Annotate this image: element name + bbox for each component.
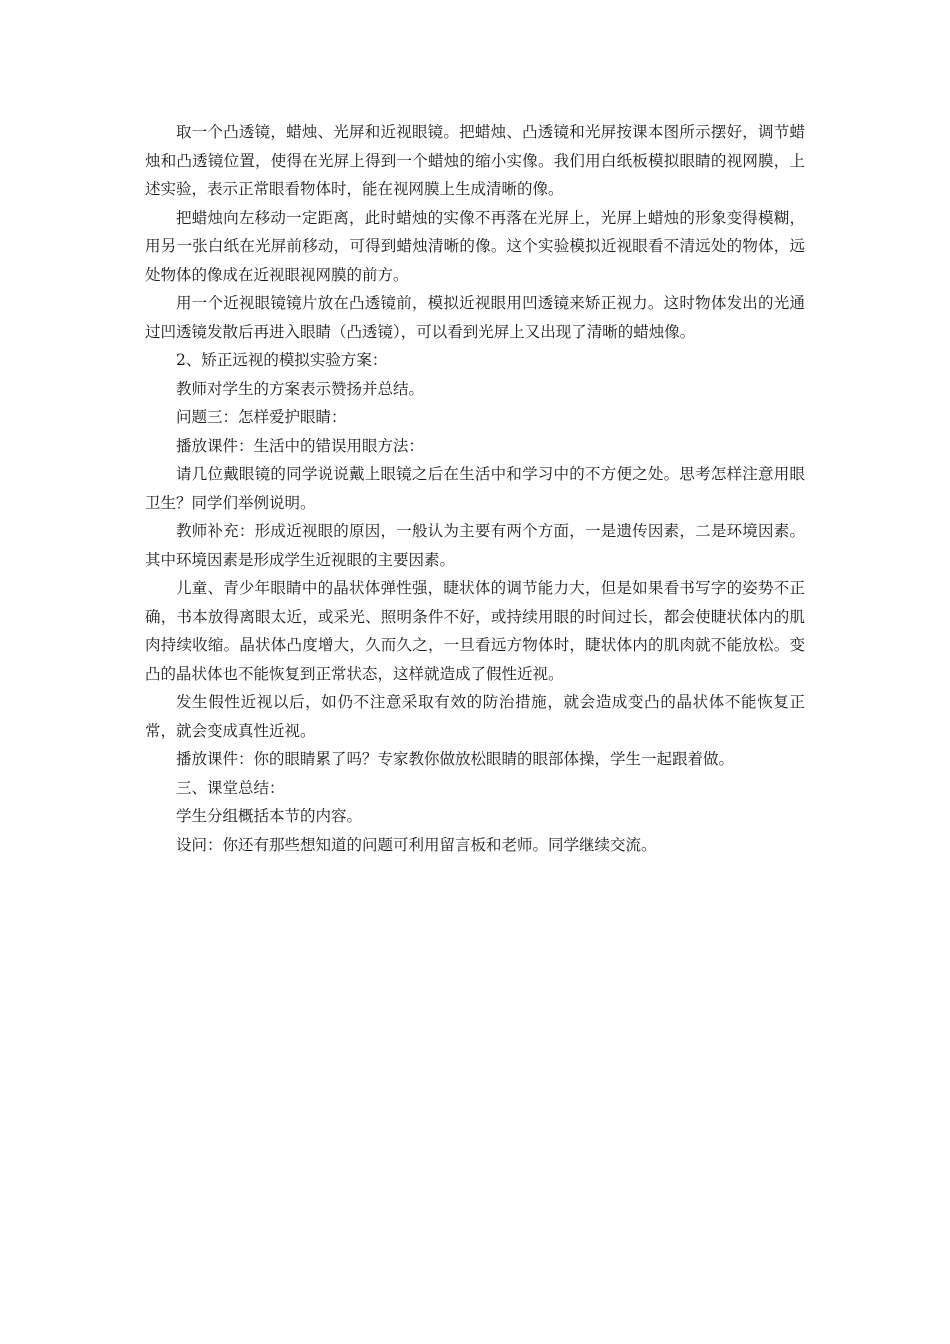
document-body (145, 118, 805, 859)
paragraph-true-myopia: 发生假性近视以后，如仍不注意采取有效的防治措施，就会造成变凸的晶状体不能恢复正常，就会变成真性近视。 (145, 693, 805, 740)
paragraph-experiment-setup: 取一个凸透镜，蜡烛、光屏和近视眼镜。把蜡烛、凸透镜和光屏按课本图所示摆好，调节蜡烛和凸透镜位置，使得在光屏上得到一个蜡烛的缩小实像。我们用白纸板模拟眼睛的视网膜，上述实验，表示正常眼看物体时，能在视网膜上生成清晰的像。 (145, 123, 805, 198)
paragraph-closing-question: 设问：你还有那些想知道的问题可利用留言板和老师。同学继续交流。 (176, 835, 657, 854)
paragraph-teacher-supplement: 教师补充：形成近视眼的原因，一般认为主要有两个方面，一是遗传因素，二是环境因素。其中环境因素是形成学生近视眼的主要因素。 (145, 522, 805, 569)
heading-class-summary: 三、课堂总结： (176, 778, 285, 797)
paragraph-courseware-wrong-habits: 播放课件：生活中的错误用眼方法： (176, 436, 425, 455)
paragraph-myopia-correction: 用一个近视眼镜镜片放在凸透镜前，模拟近视眼用凹透镜来矫正视力。这时物体发出的光通过凹透镜发散后再进入眼睛（凸透镜），可以看到光屏上又出现了清晰的蜡烛像。 (145, 294, 805, 341)
heading-hyperopia-correction: 2、矫正远视的模拟实验方案： (176, 351, 388, 369)
paragraph-teacher-summary: 教师对学生的方案表示赞扬并总结。 (176, 379, 425, 398)
heading-question-three: 问题三：怎样爱护眼睛： (176, 408, 347, 426)
paragraph-glasses-discussion: 请几位戴眼镜的同学说说戴上眼镜之后在生活中和学习中的不方便之处。思考怎样注意用眼卫生？同学们举例说明。 (145, 465, 805, 512)
paragraph-group-summary: 学生分组概括本节的内容。 (176, 807, 363, 825)
paragraph-courseware-eye-exercise: 播放课件：你的眼睛累了吗？专家教你做放松眼睛的眼部体操，学生一起跟着做。 (176, 750, 735, 768)
paragraph-myopia-simulation: 把蜡烛向左移动一定距离，此时蜡烛的实像不再落在光屏上，光屏上蜡烛的形象变得模糊，用另一张白纸在光屏前移动，可得到蜡烛清晰的像。这个实验模拟近视眼看不清远处的物体，远处物体的像成在近视眼视网膜的前方。 (145, 208, 805, 284)
paragraph-pseudo-myopia-cause: 儿童、青少年眼睛中的晶状体弹性强，睫状体的调节能力大，但是如果看书写字的姿势不正确，书本放得离眼太近，或采光、照明条件不好，或持续用眼的时间过长，都会使睫状体内的肌肉持续收缩。晶状体凸度增大，久而久之，一旦看远方物体时，睫状体内的肌肉就不能放松。变凸的晶状体也不能恢复到正常状态，这样就造成了假性近视。 (145, 579, 805, 683)
